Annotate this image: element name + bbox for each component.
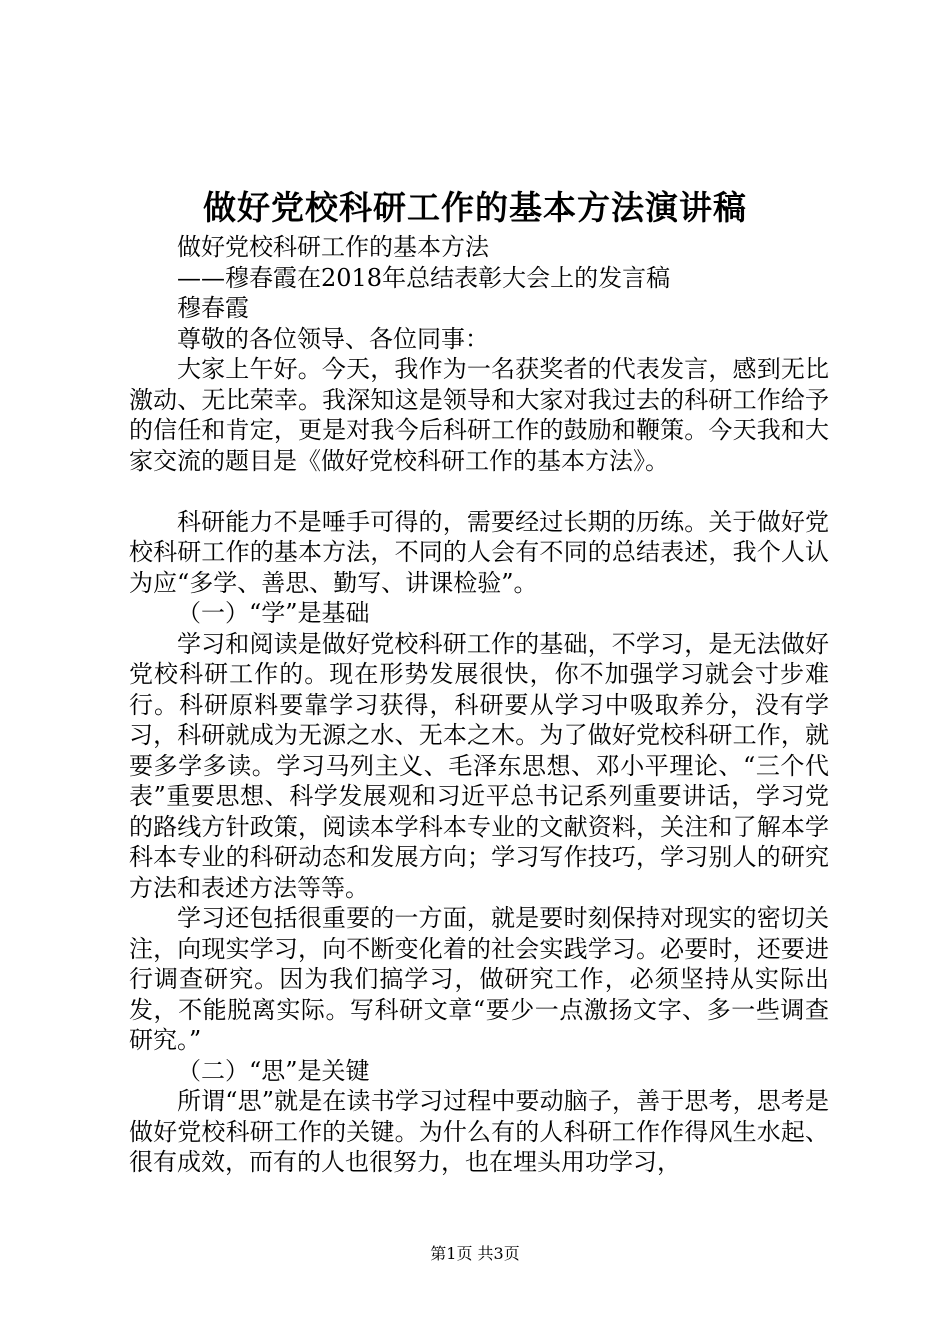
paragraph-study-reality: 学习还包括很重要的一方面，就是要时刻保持对现实的密切关注，向现实学习，向不断变化着的社会实践学习。必要时，还要进行调查研究。因为我们搞学习，做研究工作，必须坚持从实际出发，不能脱离实际。写科研文章“要少一点激扬文字、多一些调查研究。” <box>129 904 829 1054</box>
paragraph-opening: 大家上午好。今天，我作为一名获奖者的代表发言，感到无比激动、无比荣幸。我深知这是领导和大家对我过去的科研工作给予的信任和肯定，更是对我今后科研工作的鼓励和鞭策。今天我和大家交流的题目是《做好党校科研工作的基本方法》。 <box>129 355 829 475</box>
salutation: 尊敬的各位领导、各位同事： <box>177 324 489 353</box>
paragraph-study-basis: 学习和阅读是做好党校科研工作的基础，不学习，是无法做好党校科研工作的。现在形势发展很快，你不加强学习就会寸步难行。科研原料要靠学习获得，科研要从学习中吸取养分，没有学习，科研就成为无源之水、无本之木。为了做好党校科研工作，就要多学多读。学习马列主义、毛泽东思想、邓小平理论、“三个代表”重要思想、科学发展观和习近平总书记系列重要讲话，学习党的路线方针政策，阅读本学科本专业的文献资料，关注和了解本学科本专业的科研动态和发展方向；学习写作技巧，学习别人的研究方法和表述方法等等。 <box>129 629 829 902</box>
paragraph-think: 所谓“思”就是在读书学习过程中要动脑子，善于思考，思考是做好党校科研工作的关键。为什么有的人科研工作作得风生水起、很有成效，而有的人也很努力，也在埋头用功学习， <box>129 1087 829 1176</box>
page-footer: 第1页 共3页 <box>430 1244 520 1263</box>
document-title: 做好党校科研工作的基本方法演讲稿 <box>203 188 747 227</box>
paragraph-methods: 科研能力不是唾手可得的，需要经过长期的历练。关于做好党校科研工作的基本方法，不同的人会有不同的总结表述，我个人认为应“多学、善思、勤写、讲课检验”。 <box>129 507 829 597</box>
blank-line <box>129 476 829 507</box>
section-heading-study: （一）“学”是基础 <box>177 599 370 627</box>
byline: ——穆春霞在2018年总结表彰大会上的发言稿 <box>177 263 671 292</box>
subtitle: 做好党校科研工作的基本方法 <box>177 233 489 261</box>
document-body <box>129 232 829 1178</box>
author: 穆春霞 <box>177 294 249 322</box>
section-heading-think: （二）“思”是关键 <box>177 1056 370 1085</box>
